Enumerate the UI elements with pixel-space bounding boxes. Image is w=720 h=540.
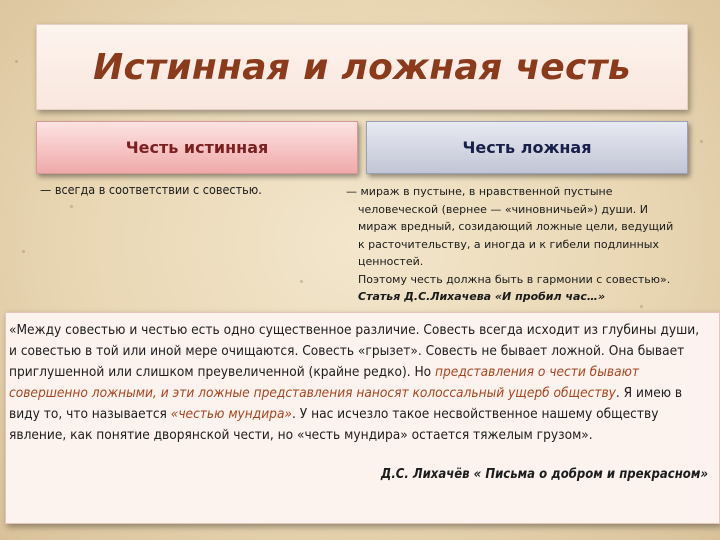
quote-text [9, 320, 709, 446]
false-def-line: ценностей. [358, 255, 424, 268]
tab-true-honor-label: Честь истинная [125, 138, 269, 157]
tab-false-honor [366, 121, 688, 174]
quote-part: «Между совестью и честью есть одно существенное различие. Совесть всегда исходит из глубины души, и совестью в той или иной мере очищаются. Совесть «грызет». Совесть не бывает ложной. Она бывает приглушенной или слишком преувеличенной (крайне редко). Но [9, 322, 700, 380]
false-def-line: к расточительству, а иногда и к гибели подлинных [358, 237, 659, 251]
false-def-source: Статья Д.С.Лихачева «И пробил час…» [358, 290, 606, 303]
paper-speck [22, 250, 25, 253]
paper-speck [70, 205, 73, 208]
false-def-line: человеческой (вернее — «чиновничьей») души. И [358, 202, 648, 216]
false-def-line: — мираж в пустыне, в нравственной пустыне [346, 185, 613, 198]
paper-speck [300, 280, 303, 283]
quote-part: . Я имею в виду то, что называется [9, 385, 683, 422]
quote-highlight: представления о чести бывают совершенно ложными, и эти ложные представления наносят колоссальный ущерб обществу [9, 364, 639, 401]
paper-speck [15, 60, 18, 63]
quote-highlight: «честью мундира» [170, 406, 292, 422]
tab-true-honor [36, 121, 358, 174]
title-box [36, 24, 688, 110]
page-title: Истинная и ложная честь [93, 46, 631, 88]
false-honor-definition [346, 183, 696, 306]
tab-false-honor-label: Честь ложная [462, 138, 592, 157]
true-honor-definition: — всегда в соответствии с совестью. [40, 182, 262, 197]
quote-part: . У нас исчезло такое несвойственное нашему обществу явление, как понятие дворянской чести, но «честь мундира» остается тяжелым грузом». [9, 406, 659, 443]
false-def-line: Поэтому честь должна быть в гармонии с совестью». [358, 272, 671, 286]
false-def-line: мираж вредный, созидающий ложные цели, ведущий [358, 220, 674, 233]
quote-author: Д.С. Лихачёв « Письма о добром и прекрасном» [380, 467, 708, 482]
paper-speck [700, 140, 703, 143]
